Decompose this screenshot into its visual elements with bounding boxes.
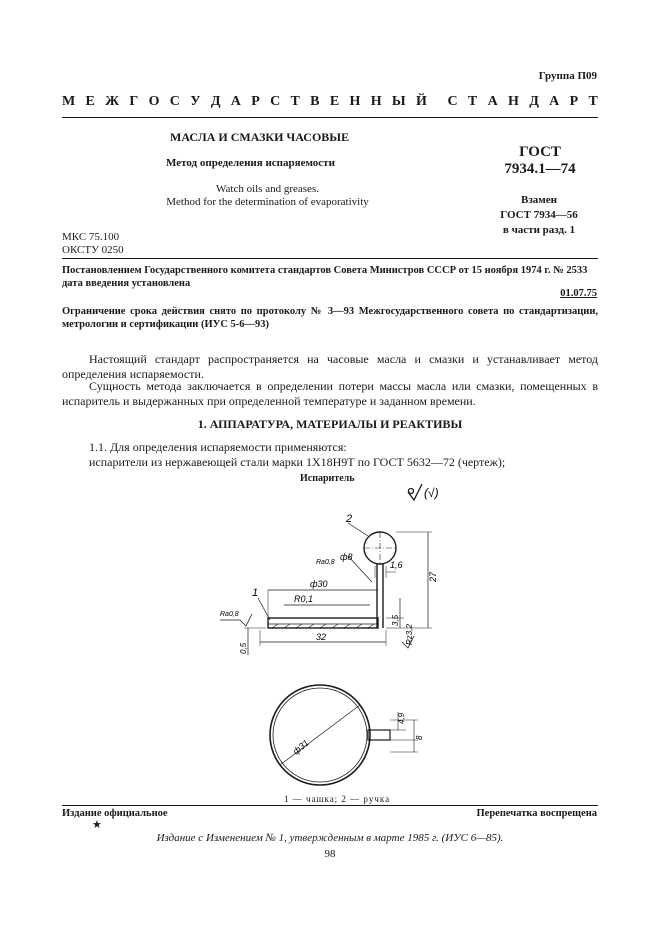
dim-3-5: 3,5	[391, 614, 400, 626]
decree-divider	[62, 258, 598, 259]
header-letter: Н	[349, 94, 361, 109]
roughness-note: (√)	[424, 486, 439, 500]
english-title-line-1: Watch oils and greases.	[216, 183, 319, 195]
header-letter: Е	[329, 94, 340, 109]
header-letter: С	[447, 94, 458, 109]
dim-d8: ф8	[340, 552, 353, 562]
paragraph-essence: Сущность метода заключается в определении потери массы масла или смазки, помещенных в испаритель и выдержанных при определенной температуре и заданном времени.	[62, 379, 598, 408]
header-divider	[62, 117, 598, 118]
header-letter: Т	[290, 94, 300, 109]
replaces-scope: в части разд. 1	[502, 224, 576, 236]
header-letter: О	[148, 94, 160, 109]
reprint-prohibited: Перепечатка воспрещена	[476, 808, 597, 819]
paragraph-scope: Настоящий стандарт распространяется на часовые масла и смазки и устанавливает метод определения испаряемости.	[62, 352, 598, 381]
dim-4-9: 4,9	[397, 712, 406, 724]
header-letter: Т	[467, 94, 478, 109]
roughness-symbol	[408, 484, 422, 500]
dim-d30: ф30	[310, 579, 328, 589]
figure-caption: 1 — чашка; 2 — ручка	[284, 794, 391, 804]
header-letter: Д	[529, 94, 539, 109]
page-number: 98	[324, 848, 336, 860]
header-letter: У	[190, 94, 201, 109]
limitation-note: Ограничение срока действия снято по протоколу № 3—93 Межгосударственного совета по стандартизации, метрологии и сертификации (ИУС 5-6—93)	[62, 306, 598, 330]
header-letter: Р	[569, 94, 579, 109]
footer-divider	[62, 805, 598, 806]
document-subtitle: Метод определения испаряемости	[166, 157, 335, 169]
header-letter: Н	[508, 94, 519, 109]
header-letter: Р	[251, 94, 260, 109]
header-letter: Г	[129, 94, 139, 109]
header-letter: М	[62, 94, 76, 109]
header-letter: В	[310, 94, 320, 109]
header-letter: Е	[85, 94, 95, 109]
dim-r01: R0,1	[294, 594, 314, 604]
gost-label: ГОСТ	[519, 144, 561, 160]
header-letter: Ы	[391, 94, 406, 109]
group-code: Группа П09	[538, 70, 597, 82]
section-heading: 1. АППАРАТУРА, МАТЕРИАЛЫ И РЕАКТИВЫ	[197, 417, 463, 431]
introduction-date: 01.07.75	[560, 288, 597, 299]
star-mark: ★	[92, 819, 102, 831]
document-title: МАСЛА И СМАЗКИ ЧАСОВЫЕ	[170, 130, 350, 144]
header-letter: Т	[588, 94, 598, 109]
gost-code: 7934.1—74	[504, 161, 576, 177]
decree-line-2: дата введения установлена	[62, 278, 191, 289]
okstu-code: ОКСТУ 0250	[62, 244, 124, 256]
header-letter: А	[230, 94, 241, 109]
label-cup: 1	[252, 587, 259, 599]
header-letter: А	[487, 94, 498, 109]
standard-header	[62, 94, 598, 110]
dim-8: 8	[415, 735, 424, 740]
header-letter: Й	[415, 94, 427, 109]
header-letter: Д	[210, 94, 221, 109]
dim-1-6: 1,6	[390, 560, 403, 570]
figure-title: Испаритель	[300, 473, 355, 484]
gost-number	[490, 144, 590, 178]
header-letter: С	[270, 94, 281, 109]
roughness-left: Ra0,8	[220, 611, 239, 618]
header-letter: С	[169, 94, 180, 109]
english-title	[150, 183, 385, 209]
english-title-line-2: Method for the determination of evaporativity	[166, 196, 369, 208]
official-edition: Издание официальное	[62, 808, 168, 819]
clause-1-1: 1.1. Для определения испаряемости применяются:	[89, 440, 347, 454]
header-letter: Н	[370, 94, 382, 109]
dim-32: 32	[316, 632, 327, 642]
replaces-block	[488, 193, 590, 238]
decree-line-1: Постановлением Государственного комитета стандартов Совета Министров СССР от 15 ноября 1974 г. № 2533	[62, 265, 588, 276]
classification-codes	[62, 231, 124, 257]
handle-stub	[368, 730, 390, 740]
header-letter: А	[549, 94, 560, 109]
dim-0-5: 0,5	[239, 642, 248, 654]
replaces-gost: ГОСТ 7934—56	[500, 209, 578, 221]
label-handle: 2	[346, 513, 353, 525]
replaces-label: Взамен	[521, 194, 557, 206]
dim-27: 27	[428, 571, 438, 582]
cup-section	[268, 618, 378, 628]
evaporator-drawing	[200, 480, 460, 800]
header-letter: Ж	[105, 94, 120, 109]
decree-text	[62, 264, 598, 290]
roughness-top: Ra0,8	[316, 559, 335, 566]
clause-1-1-evaporators: испарители из нержавеющей стали марки 1Х18Н9Т по ГОСТ 5632—72 (чертеж);	[89, 455, 506, 469]
amendment-note: Издание с Изменением № 1, утвержденным в марте 1985 г. (ИУС 6—85).	[156, 832, 504, 844]
dim-d31: ф31	[290, 737, 311, 757]
roughness-rz: Rz3,2	[405, 624, 414, 645]
mks-code: МКС 75.100	[62, 231, 120, 243]
